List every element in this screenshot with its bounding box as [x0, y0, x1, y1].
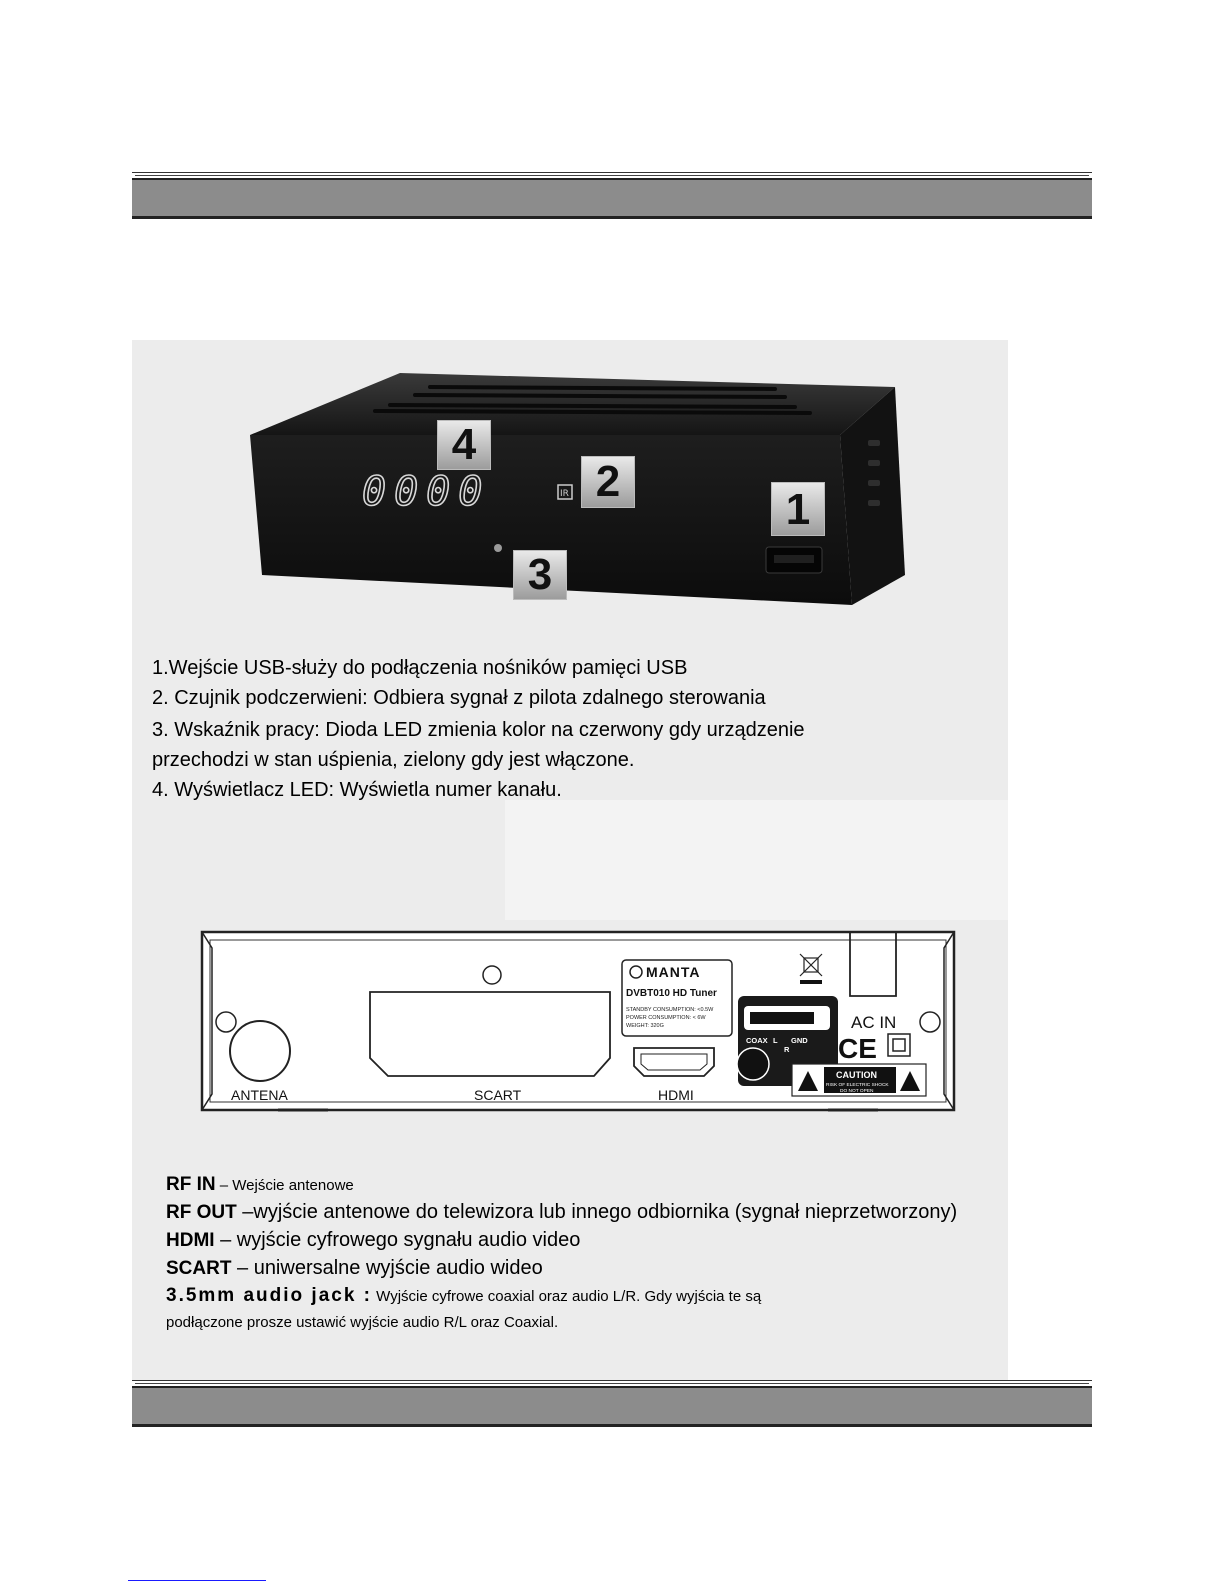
feature-ir: 2. Czujnik podczerwieni: Odbiera sygnał z pilota zdalnego sterowania — [152, 687, 766, 709]
header-rule — [132, 172, 1092, 173]
front-panel-photo — [240, 365, 920, 615]
footer-rule — [132, 1380, 1092, 1381]
antena-label: ANTENA — [231, 1087, 288, 1103]
spec-power: POWER CONSUMPTION: < 6W — [626, 1015, 706, 1021]
header-band — [132, 178, 1092, 219]
feature-usb: 1.Wejście USB-służy do podłączenia nośników pamięci USB — [152, 657, 688, 679]
caution-line-1: RISK OF ELECTRIC SHOCK — [826, 1083, 889, 1088]
r-label: R — [784, 1045, 790, 1054]
callout-3: 3 — [514, 551, 566, 599]
feature-list — [152, 653, 805, 805]
desc-scart: SCART – uniwersalne wyjście audio wideo — [166, 1257, 543, 1279]
desc-rf-out: RF OUT –wyjście antenowe do telewizora lub innego odbiornika (sygnał nieprzetworzony) — [166, 1201, 958, 1223]
l-label: L — [773, 1036, 778, 1045]
ir-sensor-label: IR — [560, 489, 569, 499]
spec-weight: WEIGHT: 320G — [626, 1023, 664, 1029]
desc-audio-jack-cont: podłączone prosze ustawić wyjście audio R/L oraz Coaxial. — [166, 1314, 559, 1331]
desc-rf-in: RF IN – Wejście antenowe — [166, 1174, 354, 1195]
footer-band — [132, 1386, 1092, 1427]
gnd-label: GND — [791, 1036, 808, 1045]
scart-label: SCART — [474, 1087, 522, 1103]
ac-in-label: AC IN — [851, 1013, 897, 1032]
rear-panel-drawing — [198, 926, 958, 1118]
feature-display: 4. Wyświetlacz LED: Wyświetla numer kanału. — [152, 779, 562, 801]
desc-hdmi: HDMI – wyjście cyfrowego sygnału audio video — [166, 1229, 581, 1251]
caution-title: CAUTION — [836, 1070, 877, 1080]
content-background-patch — [505, 800, 1008, 920]
callout-4: 4 — [438, 421, 490, 469]
brand-logo: MANTA — [646, 964, 701, 980]
caution-line-2: DO NOT OPEN — [840, 1089, 874, 1094]
desc-audio-jack: 3.5mm audio jack : Wyjście cyfrowe coaxial oraz audio L/R. Gdy wyjścia te są — [166, 1285, 762, 1306]
hdmi-label: HDMI — [658, 1087, 694, 1103]
callout-1: 1 — [772, 483, 824, 535]
spec-standby: STANDBY CONSUMPTION: <0.5W — [626, 1007, 714, 1013]
model-label: DVBT010 HD Tuner — [626, 988, 717, 999]
ce-mark: CE — [838, 1033, 877, 1064]
feature-led-indicator-cont: przechodzi w stan uśpienia, zielony gdy jest włączone. — [152, 749, 635, 771]
led-display-digits: 0000 — [362, 469, 491, 515]
coax-label: COAX — [746, 1036, 768, 1045]
callout-2: 2 — [582, 457, 634, 507]
rear-connector-descriptions — [166, 1172, 957, 1336]
footer-link-underline — [128, 1580, 266, 1581]
feature-led-indicator: 3. Wskaźnik pracy: Dioda LED zmienia kolor na czerwony gdy urządzenie — [152, 719, 805, 741]
